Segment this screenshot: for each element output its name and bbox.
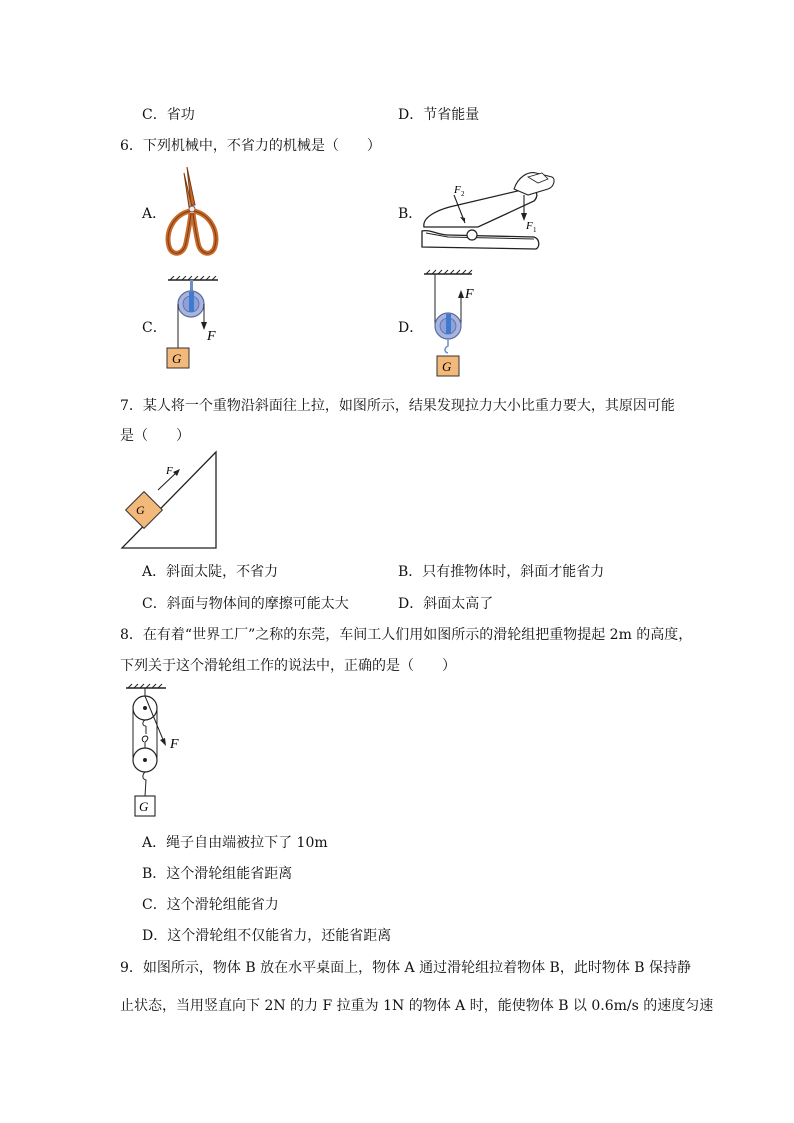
q6-label-a: A． <box>142 206 167 222</box>
q8-option-d: D．这个滑轮组不仅能省力，还能省距离 <box>142 928 392 944</box>
q7-stem-line1: 7．某人将一个重物沿斜面往上拉，如图所示，结果发现拉力大小比重力要大，其原因可能 <box>120 398 675 414</box>
fixed-pulley-figure <box>160 276 230 372</box>
q9-line1: 9．如图所示，物体 B 放在水平桌面上，物体 A 通过滑轮组拉着物体 B，此时物体 B 保持静 <box>120 960 692 976</box>
q8-option-b: B．这个滑轮组能省距离 <box>142 866 293 882</box>
fig-c-force-f: F <box>207 329 216 344</box>
fig-b-force-f1-sub: 1 <box>533 226 537 234</box>
q8-stem-line2: 下列关于这个滑轮组工作的说法中，正确的是（ ） <box>120 658 456 674</box>
q8-option-a: A．绳子自由端被拉下了 10m <box>142 835 328 851</box>
stapler-lever-figure <box>418 165 558 261</box>
fig-8-force-f: F <box>170 737 179 752</box>
q8-option-c: C．这个滑轮组能省力 <box>142 897 279 913</box>
q9-line2: 止状态，当用竖直向下 2N 的力 F 拉重为 1N 的物体 A 时，能使物体 B 以 0.6m/s 的速度匀速 <box>120 998 714 1014</box>
q8-stem-line1: 8．在有着“世界工厂”之称的东莞，车间工人们用如图所示的滑轮组把重物提起 2m 的高度， <box>120 627 693 643</box>
incline-figure <box>118 448 222 552</box>
fig-d-weight-g: G <box>442 359 452 374</box>
movable-pulley-figure <box>420 266 490 382</box>
pulley-block-figure <box>120 682 190 822</box>
fig-b-force-f2-sub: 2 <box>461 190 465 198</box>
fig-7-weight-g: G <box>136 503 145 517</box>
fig-7-force-f: F <box>166 465 173 477</box>
fig-d-force-f: F <box>465 287 474 302</box>
q7-option-a: A．斜面太陡，不省力 <box>142 564 279 580</box>
q7-option-d: D．斜面太高了 <box>398 596 494 612</box>
q6-label-d: D． <box>398 320 424 336</box>
q5-option-d: D．节省能量 <box>398 107 480 123</box>
fig-8-weight-g: G <box>139 799 149 814</box>
fig-c-weight-g: G <box>172 351 182 366</box>
fig-b-force-f1: F <box>526 220 533 232</box>
scissors-figure <box>162 165 222 257</box>
q7-option-c: C．斜面与物体间的摩擦可能太大 <box>142 596 349 612</box>
q6-label-c: C． <box>142 320 167 336</box>
fig-b-force-f2: F <box>454 184 461 196</box>
q5-option-c: C．省功 <box>142 107 195 123</box>
q6-stem: 6．下列机械中，不省力的机械是（ ） <box>120 138 381 154</box>
q7-option-b: B．只有推物体时，斜面才能省力 <box>398 564 605 580</box>
q6-label-b: B． <box>398 206 423 222</box>
q7-stem-line2: 是（ ） <box>120 428 190 444</box>
